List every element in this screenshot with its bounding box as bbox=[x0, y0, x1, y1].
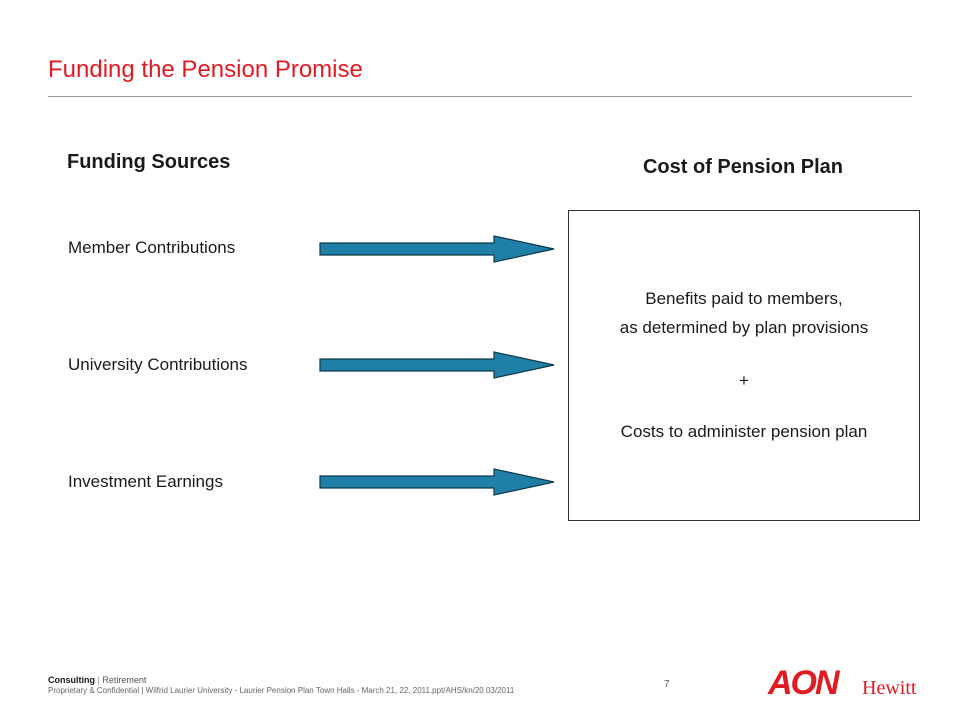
arrow-icon bbox=[318, 350, 558, 380]
footer-department-name: Consulting bbox=[48, 675, 95, 685]
title-divider bbox=[48, 96, 912, 97]
footer-subdepartment: Retirement bbox=[102, 675, 147, 685]
box-line-benefits: Benefits paid to members, bbox=[645, 289, 843, 308]
footer-department bbox=[48, 675, 146, 685]
arrow-icon bbox=[318, 234, 558, 264]
funding-sources-heading: Funding Sources bbox=[67, 151, 231, 173]
slide-title: Funding the Pension Promise bbox=[48, 56, 363, 83]
arrow-icon bbox=[318, 467, 558, 497]
logo-hewitt-text: Hewitt bbox=[862, 677, 917, 699]
cost-of-plan-box bbox=[568, 210, 920, 521]
source-investment-earnings: Investment Earnings bbox=[68, 472, 223, 491]
source-member-contributions: Member Contributions bbox=[68, 238, 236, 257]
page-number: 7 bbox=[664, 679, 670, 690]
footer-confidential-line: Proprietary & Confidential | Wilfrid Laurier University - Laurier Pension Plan Town Halls - March 21, 22, 2011.ppt/AHS/kn/20 03/2011 bbox=[48, 686, 515, 695]
footer-separator: | bbox=[97, 675, 100, 685]
box-line-admin-costs: Costs to administer pension plan bbox=[620, 422, 868, 441]
aon-hewitt-logo bbox=[766, 660, 918, 702]
source-university-contributions: University Contributions bbox=[68, 355, 248, 374]
cost-of-plan-heading: Cost of Pension Plan bbox=[642, 156, 844, 178]
box-line-plus: + bbox=[739, 371, 749, 390]
box-line-plan-provisions: as determined by plan provisions bbox=[619, 318, 869, 337]
logo-aon-text: AON bbox=[768, 664, 838, 702]
